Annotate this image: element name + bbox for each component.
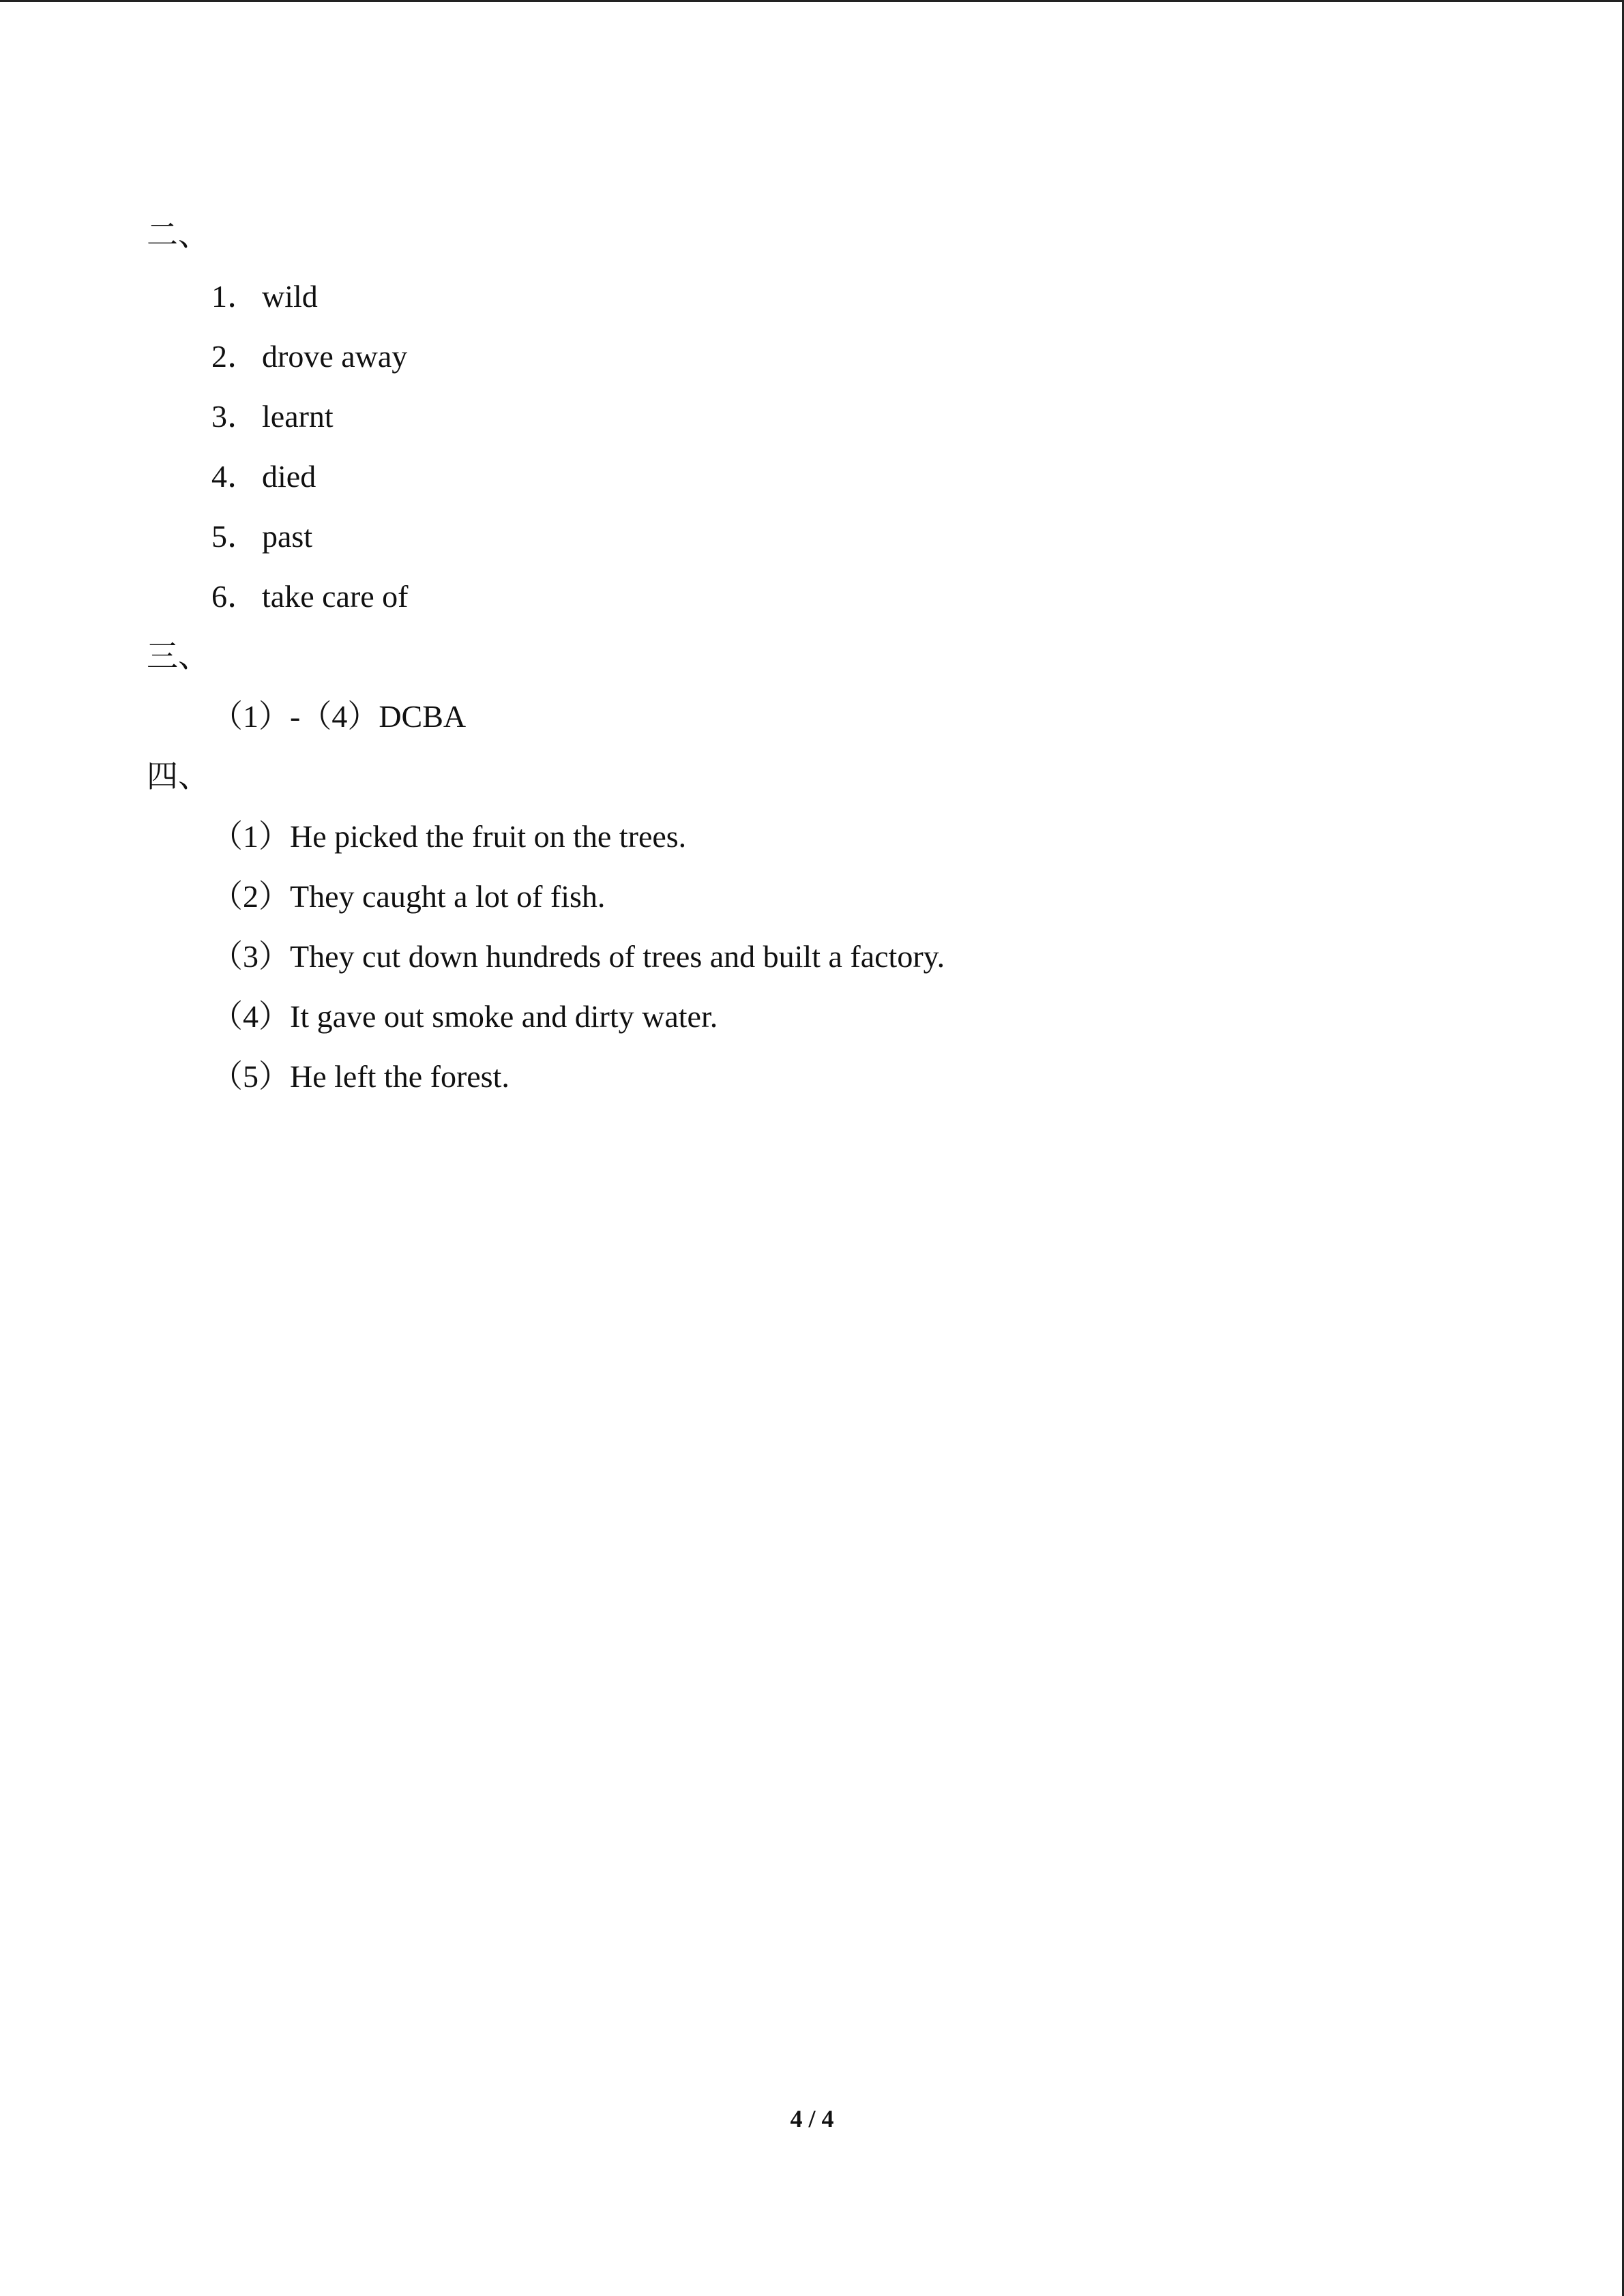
answer-item xyxy=(211,336,407,377)
section-heading-2: 二、 xyxy=(147,218,209,252)
answer-item: （1）He picked the fruit on the trees. xyxy=(211,819,687,854)
item-number: 3． xyxy=(211,399,259,434)
answer-item: （1）-（4）DCBA xyxy=(211,699,467,734)
item-number: 6． xyxy=(211,579,259,614)
answer-item: （5）He left the forest. xyxy=(211,1059,510,1094)
answer-item xyxy=(211,396,334,437)
item-number: 5． xyxy=(211,519,259,554)
answer-item xyxy=(211,456,316,497)
answer-item xyxy=(211,576,409,617)
item-number: 4． xyxy=(211,459,259,494)
item-number: 2． xyxy=(211,339,259,374)
section-heading-4: 四、 xyxy=(147,759,209,794)
item-text: died xyxy=(262,459,316,494)
item-text: take care of xyxy=(262,579,409,614)
item-number: 1． xyxy=(211,279,259,314)
answer-item: （3）They cut down hundreds of trees and built a factory. xyxy=(211,939,945,974)
item-text: past xyxy=(262,519,313,554)
page-number: 4 / 4 xyxy=(790,2105,834,2132)
answer-item xyxy=(211,276,318,317)
item-text: wild xyxy=(262,279,318,314)
item-text: learnt xyxy=(262,399,334,434)
answer-item: （2）They caught a lot of fish. xyxy=(211,879,606,914)
answer-item: （4）It gave out smoke and dirty water. xyxy=(211,999,718,1034)
item-text: drove away xyxy=(262,339,408,374)
page-border-top xyxy=(0,0,1624,2)
answer-item xyxy=(211,516,312,557)
section-heading-3: 三、 xyxy=(147,639,209,674)
